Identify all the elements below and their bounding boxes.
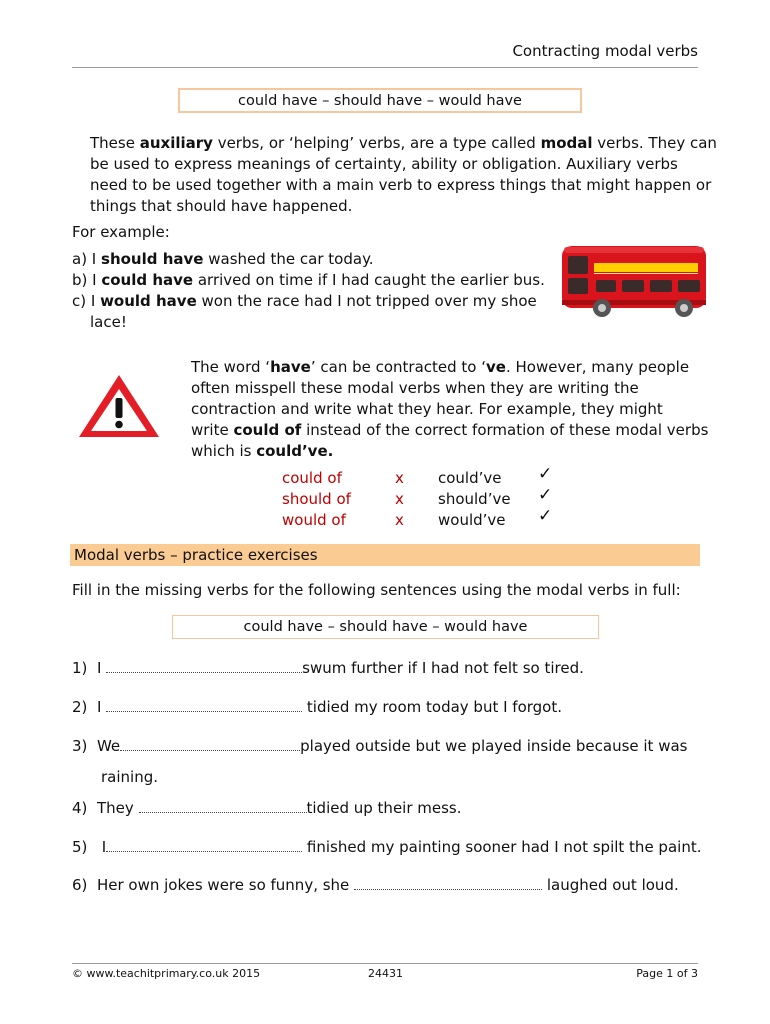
exercise-number: 1)	[72, 659, 88, 677]
check-icon: ✓	[538, 506, 553, 526]
check-icon: ✓	[538, 464, 553, 484]
warning-line-5: which is could’ve.	[191, 442, 334, 460]
footer-copyright: © www.teachitprimary.co.uk 2015	[72, 967, 261, 980]
intro-paragraph	[90, 133, 717, 217]
cross-mark: x	[395, 490, 404, 508]
exercise-5: 5) I finished my painting sooner had I not spilt the paint.	[72, 838, 702, 856]
wrong-form: could of	[282, 469, 342, 487]
correct-form: would’ve	[438, 511, 506, 529]
exercise-3: 3) We played outside but we played inside because it was	[72, 737, 688, 755]
warning-line-3: contraction and write what they hear. For example, they might	[191, 400, 663, 418]
example-b: b) I could have arrived on time if I had caught the earlier bus.	[72, 271, 545, 289]
page-title: Contracting modal verbs	[512, 42, 698, 60]
exercise-4: 4) They tidied up their mess.	[72, 799, 462, 817]
warning-triangle-icon	[76, 372, 162, 440]
example-heading: For example:	[72, 223, 170, 241]
footer-divider	[72, 963, 698, 964]
answer-blank[interactable]	[106, 837, 302, 852]
example-c: c) I would have won the race had I not tripped over my shoe	[72, 292, 537, 310]
exercise-6: 6) Her own jokes were so funny, she laughed out loud.	[72, 876, 679, 894]
example-c-continued: lace!	[90, 313, 127, 331]
answer-blank[interactable]	[106, 697, 302, 712]
section-title: Modal verbs – practice exercises	[74, 546, 318, 564]
instructions: Fill in the missing verbs for the following sentences using the modal verbs in full:	[72, 581, 681, 599]
exercise-number: 5)	[72, 838, 88, 856]
word-bank-box: could have – should have – would have	[172, 615, 599, 639]
intro-line-4: things that should have happened.	[90, 197, 353, 215]
intro-line-1: These auxiliary verbs, or ‘helping’ verbs, are a type called modal verbs. They can	[90, 134, 717, 152]
intro-line-2: be used to express meanings of certainty, ability or obligation. Auxiliary verbs	[90, 155, 678, 173]
check-icon: ✓	[538, 485, 553, 505]
footer-resource-id: 24431	[368, 967, 403, 980]
intro-line-3: need to be used together with a main verb to express things that might happen or	[90, 176, 712, 194]
answer-blank[interactable]	[120, 736, 300, 751]
wrong-form: should of	[282, 490, 351, 508]
exercise-number: 4)	[72, 799, 88, 817]
warning-line-1: The word ‘have’ can be contracted to ‘ve. However, many people	[191, 358, 690, 376]
exercise-3-continued: raining.	[101, 768, 158, 786]
correct-form: should’ve	[438, 490, 511, 508]
exercise-number: 2)	[72, 698, 88, 716]
modal-verbs-box: could have – should have – would have	[178, 88, 582, 113]
wrong-form: would of	[282, 511, 346, 529]
cross-mark: x	[395, 469, 404, 487]
exercise-number: 3)	[72, 737, 88, 755]
warning-line-4: write could of instead of the correct formation of these modal verbs	[191, 421, 709, 439]
warning-line-2: often misspell these modal verbs when they are writing the	[191, 379, 639, 397]
cross-mark: x	[395, 511, 404, 529]
example-a: a) I should have washed the car today.	[72, 250, 374, 268]
exercise-2: 2) I tidied my room today but I forgot.	[72, 698, 563, 716]
header-divider	[72, 67, 698, 68]
answer-blank[interactable]	[354, 875, 542, 890]
exercise-1: 1) I swum further if I had not felt so tired.	[72, 659, 584, 677]
correct-form: could’ve	[438, 469, 502, 487]
exercise-number: 6)	[72, 876, 88, 894]
red-bus-image	[558, 242, 710, 320]
answer-blank[interactable]	[139, 798, 307, 813]
answer-blank[interactable]	[106, 658, 302, 673]
footer-page-number: Page 1 of 3	[636, 967, 698, 980]
